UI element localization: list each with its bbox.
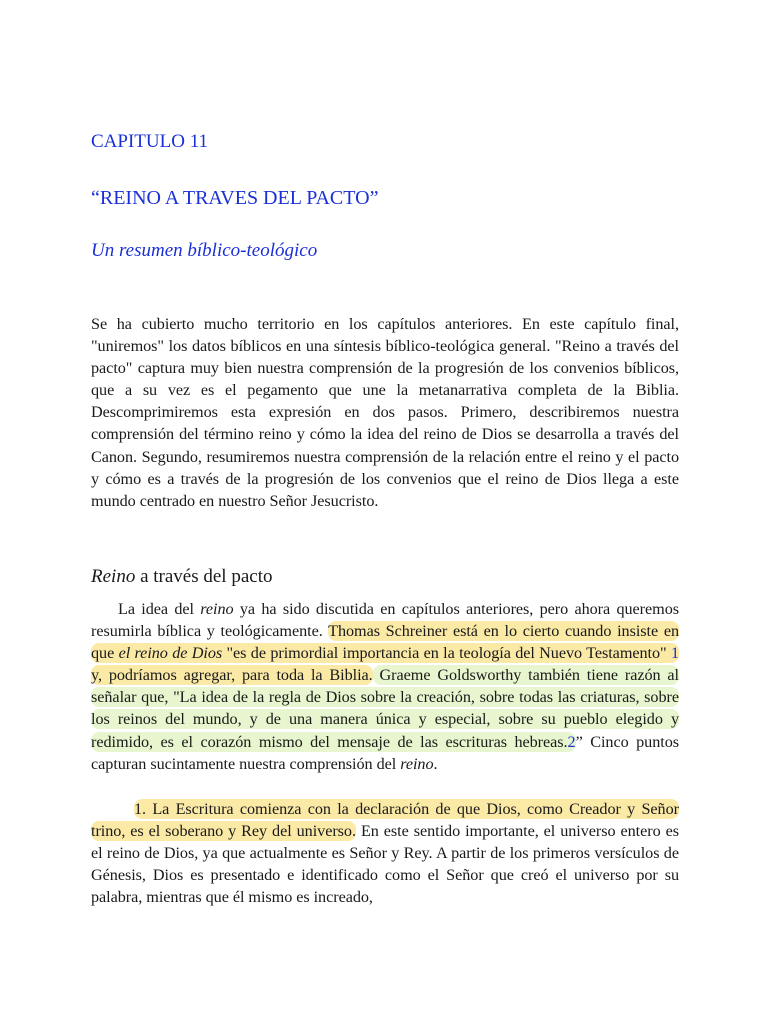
yellow-highlight: 1. La Escritura comienza con la declaración de que Dios, como Creador y Señor trino, es el soberano y Rey del universo. <box>91 800 679 841</box>
chapter-label: CAPITULO 11 <box>91 131 208 152</box>
chapter-subtitle: Un resumen bíblico-teológico <box>91 240 318 261</box>
text-run: La idea del <box>118 600 201 618</box>
body-paragraph-point-1 <box>91 798 679 908</box>
text-run: . <box>433 754 438 773</box>
text-run: En este sentido importante, el universo entero es el reino de Dios, ya que actualmente es Señor y Rey. A partir de los primeros versículos de Génesis, Dios es presentado e identificado como el Señor que creó el universo por su palabra, mientras que él mismo es increado, <box>91 822 679 907</box>
emphasis-text: reino <box>400 754 434 773</box>
section-heading <box>91 566 272 588</box>
text-run: ” Cinco puntos capturan sucintamente nuestra comprensión del <box>91 732 679 773</box>
body-paragraph-kingdom <box>91 598 679 775</box>
highlighted-text: y, podríamos agregar, para toda la Biblia. <box>91 666 373 685</box>
footnote-link-2[interactable]: 2 <box>567 732 576 751</box>
chapter-title: “REINO A TRAVES DEL PACTO” <box>91 187 379 209</box>
text-run: ya ha sido discutida en capítulos anteriores, pero ahora queremos resumirla bíblica y teológicamente. <box>91 600 679 641</box>
highlighted-text: Graeme Goldsworthy también tiene razón al señalar que, "La idea de la regla de Dios sobre la creación, sobre todas las criaturas, sobre los reinos del mundo, y de una manera única y especial, sobre su pueblo elegido y redimido, es el corazón mismo del mensaje de las escrituras hebreas. <box>91 666 679 751</box>
section-heading-italic: Reino <box>91 566 136 587</box>
highlighted-text: "es de primordial importancia en la teología del Nuevo Testamento" <box>222 644 667 663</box>
section-heading-rest: a través del pacto <box>135 566 273 587</box>
footnote-link-1[interactable]: 1 <box>666 644 679 663</box>
emphasis-text: reino <box>200 600 234 618</box>
emphasis-text: el reino de Dios <box>118 644 223 663</box>
highlighted-text: Thomas Schreiner está en lo cierto cuando insiste en que <box>91 622 679 663</box>
intro-paragraph: Se ha cubierto mucho territorio en los capítulos anteriores. En este capítulo final, "uniremos" los datos bíblicos en una síntesis bíblico-teológica general. "Reino a través del pacto" captura muy bien nuestra comprensión de la progresión de los convenios bíblicos, que a su vez es el pegamento que une la metanarrativa completa de la Biblia. Descomprimiremos esta expresión en dos pasos. Primero, describiremos nuestra comprensión del término reino y cómo la idea del reino de Dios se desarrolla a través del Canon. Segundo, resumiremos nuestra comprensión de la relación entre el reino y el pacto y cómo es a través de la progresión de los convenios que el reino de Dios llega a este mundo centrado en nuestro Señor Jesucristo. <box>91 315 679 510</box>
